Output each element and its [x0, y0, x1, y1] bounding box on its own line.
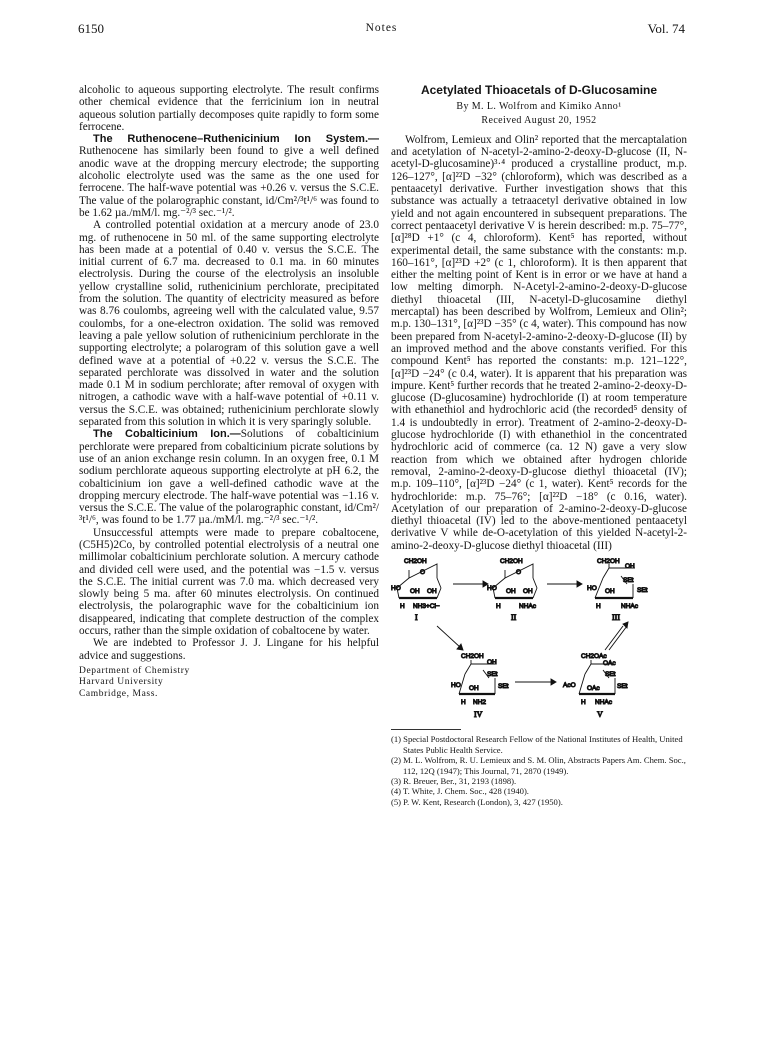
svg-text:HO — [487, 585, 497, 592]
svg-text:CH2OH — [597, 558, 620, 565]
label-o: O — [420, 568, 426, 576]
footnote: (3) R. Breuer, Ber., 31, 2193 (1898). — [391, 775, 517, 786]
label-ho: HO — [487, 584, 497, 592]
article-title: Acetylated Thioacetals of D-Glucosamine — [420, 83, 658, 97]
svg-text:OAc — [603, 660, 616, 667]
label-h: H — [581, 698, 586, 706]
footnote: (4) T. White, J. Chem. Soc., 428 (1940). — [391, 786, 529, 797]
svg-text:CH2OH — [500, 558, 523, 565]
svg-text:SEt — [637, 587, 648, 594]
svg-text:NH2 — [473, 699, 486, 706]
svg-text:III — [612, 613, 620, 622]
reaction-scheme — [391, 554, 687, 725]
label-h: H — [496, 602, 501, 610]
label-nh2: NH2 — [473, 698, 487, 706]
svg-text:CH2OH — [461, 653, 484, 660]
svg-text:II — [511, 613, 517, 622]
compound-numeral: II — [511, 612, 517, 622]
svg-text:H — [400, 603, 405, 610]
label-ch2oh: CH2OH — [597, 557, 620, 565]
label-nhac: NHAc — [621, 602, 638, 610]
svg-text:NH3+Cl− — [413, 603, 440, 610]
label-oh: OH — [506, 587, 516, 595]
svg-text:HO — [587, 585, 597, 592]
footnotes — [391, 734, 687, 807]
svg-text:H — [581, 699, 586, 706]
footnote-rule — [391, 729, 461, 730]
label-oh: OH — [469, 684, 479, 692]
affiliation-line: Cambridge, Mass. — [79, 688, 158, 699]
label-set: SEt — [617, 682, 628, 690]
svg-text:O — [420, 569, 425, 576]
svg-text:NHAc — [621, 603, 639, 610]
label-h: H — [461, 698, 466, 706]
label-nh3cl: NH3+Cl− — [413, 602, 440, 610]
svg-text:H — [461, 699, 466, 706]
paragraph: alcoholic to aqueous supporting electrolyte. The result confirms other chemical evidence that the ferricinium ion in neutral aqueous solution partially decomposes quite rapidly to form some ferrocene. — [79, 84, 379, 133]
paragraph-text: Solutions of cobalticinium perchlorate were prepared from cobalticinium picrate solutions by use of an anion exchange resin column. In an oxygen free, 0.1 M sodium perchlorate aqueous supporting electrolyte at pH 6.2, the cobalticinium ion gave a well-defined cathodic wave at the dropping mercury electrode. The half-wave potential was −1.16 v. versus the S.C.E. The value of the polarographic constant, id/Cm²/³t¹/⁶, was found to be 1.77 µa./mM/l. mg.⁻²/³ sec.⁻¹/². — [79, 428, 379, 527]
svg-text:NHAc — [595, 699, 613, 706]
svg-text:SEt — [623, 577, 634, 584]
svg-text:OH — [625, 563, 635, 570]
label-ch2oac: CH2OAc — [581, 652, 607, 660]
svg-text:SEt — [487, 671, 498, 678]
authors: By M. L. Wolfrom and Kimiko Anno¹ — [456, 101, 622, 113]
reaction-scheme-svg — [391, 554, 687, 722]
svg-text:SEt — [605, 671, 616, 678]
affiliation-line: Harvard University — [79, 677, 164, 688]
label-ho: HO — [587, 584, 597, 592]
label-set: SEt — [498, 682, 509, 690]
svg-text:CH2OH — [404, 558, 427, 565]
svg-text:OH — [487, 659, 497, 666]
svg-text:OH — [605, 588, 615, 595]
label-oh: OH — [605, 587, 615, 595]
page-number: 6150 — [78, 21, 104, 36]
footnote: (1) Special Postdoctoral Research Fellow of the National Institutes of Health, United States Public Health Service. — [391, 734, 683, 755]
running-header — [78, 21, 685, 39]
section-heading: The Ruthenocene–Ruthenicinium Ion System.— — [93, 133, 379, 146]
footnote: (5) P. W. Kent, Research (London), 3, 427 (1950). — [391, 796, 563, 807]
arrow-icon — [547, 581, 582, 587]
svg-text:OH — [523, 588, 533, 595]
svg-text:H — [496, 603, 501, 610]
label-ch2oh: CH2OH — [500, 557, 523, 565]
paragraph-text: Ruthenocene has similarly been found to give a well defined anodic wave at the dropping mercury electrode; the supporting alcoholic electrolyte used was the same as the one used for ferrocene. The half-wave potential was +0.26 v. versus the S.C.E. The value of the polarographic constant, id/Cm²/³t¹/⁶ was found to be 1.62 µa./mM/l. mg.⁻²/³ sec.⁻¹/². — [79, 145, 379, 219]
svg-text:HO — [451, 682, 461, 689]
svg-text:NHAc — [519, 603, 537, 610]
left-column — [79, 84, 379, 700]
paragraph — [79, 428, 379, 526]
label-oac: OAc — [587, 684, 600, 692]
svg-text:OAc — [587, 685, 600, 692]
svg-text:CH2OAc — [581, 653, 607, 660]
label-set: SEt — [637, 586, 648, 594]
svg-text:OH — [427, 588, 437, 595]
svg-text:V — [597, 710, 603, 719]
footnote: (2) M. L. Wolfrom, R. U. Lemieux and S. M. Olin, Abstracts Papers Am. Chem. Soc., 112, 12Q (1947); This Journal, 71, 2870 (1949). — [391, 755, 686, 776]
label-oh: OH — [427, 587, 437, 595]
svg-text:OH — [506, 588, 516, 595]
label-set: SEt — [605, 670, 616, 678]
svg-text:IV — [474, 710, 483, 719]
arrow-icon — [605, 622, 628, 650]
paragraph: A controlled potential oxidation at a mercury anode of 23.0 mg. of ruthenocene in 50 ml. of the same supporting electrolyte has been made at a potential of 0.40 v. versus the S.C.E. The initial current of 6.7 ma. decreased to 0.1 ma. in 60 minutes electrolysis. During the course of the electrolysis an insoluble yellow crystalline solid, ruthenicinium perchlorate, precipitated from the solution. The quantity of electricity measured as before was 8.76 coulombs, agreeing well with the calculated value, 9.57 coulombs, for a one-electron oxidation. The solid was removed leaving a pale yellow solution of ruthenicinium perchlorate in the supporting electrolyte; a polarogram of this solution gave a well defined wave at a potential of +0.22 v. versus the S.C.E. The separated perchlorate was dissolved in water and the solution made 0.1 M in sodium perchlorate; after removal of oxygen with nitrogen, a cathodic wave with a half-wave potential of +0.11 v. versus the S.C.E. was obtained; ruthenicinium perchlorate slowly separated from this solution in which it is very sparingly soluble. — [79, 219, 379, 429]
affiliation-line: Department of Chemistry — [79, 665, 190, 676]
label-h: H — [596, 602, 601, 610]
acknowledgment: We are indebted to Professor J. J. Lingane for his helpful advice and suggestions. — [79, 637, 379, 662]
label-nhac: NHAc — [595, 698, 612, 706]
arrow-icon — [453, 581, 488, 587]
label-oh: OH — [523, 587, 533, 595]
label-set: SEt — [623, 576, 634, 584]
compound-numeral: IV — [474, 709, 483, 719]
svg-text:OH — [410, 588, 420, 595]
label-ch2oh: CH2OH — [404, 557, 427, 565]
svg-text:SEt — [617, 683, 628, 690]
label-h: H — [400, 602, 405, 610]
label-oh: OH — [625, 562, 635, 570]
svg-text:AcO — [563, 682, 576, 689]
affiliation — [79, 666, 379, 701]
label-ch2oh: CH2OH — [461, 652, 484, 660]
svg-text:HO — [391, 585, 401, 592]
compound-numeral: III — [612, 612, 620, 622]
label-ho: HO — [451, 681, 461, 689]
svg-text:I — [415, 613, 418, 622]
received-date: Received August 20, 1952 — [481, 114, 597, 126]
label-o: O — [516, 568, 522, 576]
label-nhac: NHAc — [519, 602, 536, 610]
paragraph — [79, 133, 379, 219]
label-set: SEt — [487, 670, 498, 678]
svg-text:OH — [469, 685, 479, 692]
svg-text:SEt — [498, 683, 509, 690]
label-ho: HO — [391, 584, 401, 592]
arrow-icon — [437, 626, 463, 650]
section-heading: The Cobalticinium Ion.— — [93, 428, 241, 441]
label-oh: OH — [487, 658, 497, 666]
volume-number: Vol. 74 — [647, 21, 685, 36]
compound-numeral: V — [597, 709, 603, 719]
label-aco: AcO — [563, 681, 576, 689]
paragraph: Unsuccessful attempts were made to prepare cobaltocene, (C5H5)2Co, by controlled potential electrolysis of a neutral one millimolar cobalticinium perchlorate solution. A mercury cathode and divided cell were used, and the potential was −1.5 v. versus the S.C.E. The initial current was 7.0 ma. which decreased very slowly being 5 ma. after 60 minutes electrolysis. On continued electrolysis, the polarographic wave for the cobalticinium ion disappeared, indicating that complete destruction of the complex occurs, rather than the simple oxidation of cobaltocene by water. — [79, 526, 379, 638]
paragraph: Wolfrom, Lemieux and Olin² reported that the mercaptalation and acetylation of N-acetyl-2-amino-2-deoxy-D-glucose (II, N-acetyl-D-glucosamine)³·⁴ produced a crystalline product, m.p. 126–127°, [α]²²D −32° (chloroform), which was described as a pentaacetyl derivative. Further investigation shows that this substance was actually a tetraacetyl derivative obtained in low yield and not again encountered in subsequent preparations. The correct pentaacetyl derivative V is herein described: m.p. 75–77°, [α]²⁸D +1° (c 4, chloroform). Kent⁵ has reported, without experimental detail, the same substance with the constants: m.p. 160–161°, [α]²³D +2° (c 1, chloroform). It is then apparent that either the melting point of Kent is in error or we have at hand a low melting dimorph. N-Acetyl-2-amino-2-deoxy-D-glucose diethyl thioacetal (III, N-acetyl-D-glucosamine diethyl mercaptal) has been described by Wolfrom, Lemieux and Olin²; m.p. 130–131°, [α]²³D −35° (c 4, water). This compound has now been prepared from N-acetyl-2-amino-2-deoxy-D-glucose (II) by an improved method and the above constants verified. For this compound Kent⁵ has reported the constants: m.p. 121–122°, [α]²³D −24° (c 0.4, water). It is apparent that his preparation was impure. Kent⁵ further records that he treated 2-amino-2-deoxy-D-glucose (D-glucosamine) hydrochloride (I) at room temperature with ethanethiol and hydrochloric acid (the recorded⁵ density of 1.4 is undoubtedly in error). Treatment of 2-amino-2-deoxy-D-glucose hydrochloride (I) with ethanethiol in the concentrated hydrochloric acid of commerce (ca. 12 N) gave a very slow reaction from which we obtained after hydrogen chloride removal, 2-amino-2-deoxy-D-glucose diethyl thioacetal (IV); m.p. 109–110°, [α]²³D −24° (c 1, water). Kent⁵ records for the hydrochloride: m.p. 75–76°; [α]²²D −18° (c 0.16, water). Acetylation of our preparation of 2-amino-2-deoxy-D-glucose diethyl thioacetal (IV) led to the above-mentioned pentaacetyl derivative V while de-O-acetylation of this yielded N-acetyl-2-amino-2-deoxy-D-glucose diethyl thioacetal (III) — [391, 133, 687, 552]
arrow-icon — [515, 679, 556, 685]
svg-text:H — [596, 603, 601, 610]
label-oac: OAc — [603, 659, 616, 667]
svg-text:O — [516, 569, 521, 576]
section-name: Notes — [365, 22, 398, 34]
compound-numeral: I — [415, 612, 418, 622]
right-column — [391, 84, 687, 807]
label-oh: OH — [410, 587, 420, 595]
